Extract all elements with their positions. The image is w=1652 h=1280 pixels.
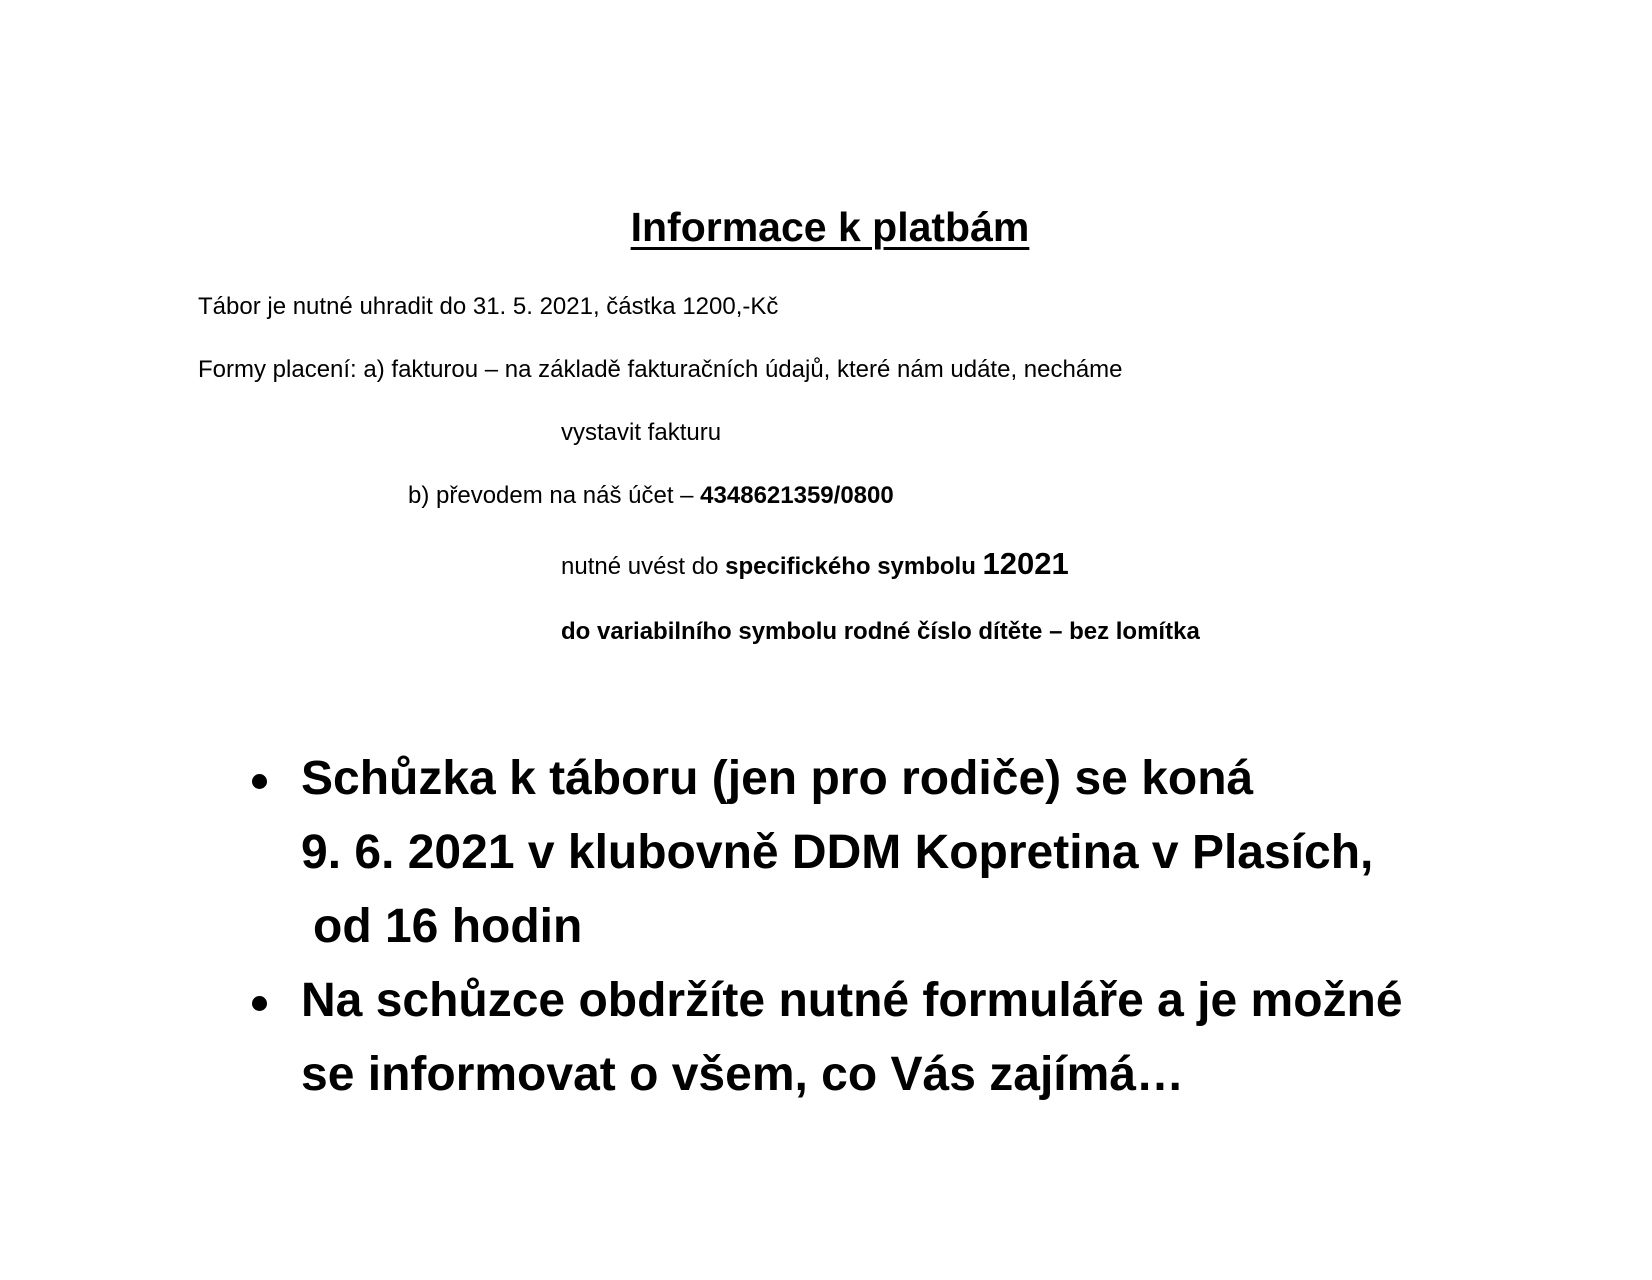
bullet-forms: [244, 964, 1584, 1112]
variable-symbol-line: do variabilního symbolu rodné číslo dítěte – bez lomítka: [561, 618, 1200, 645]
transfer-label: b) převodem na náš účet –: [408, 482, 701, 509]
specific-prefix: nutné uvést do: [561, 553, 726, 580]
account-number: 4348621359/0800: [700, 482, 894, 509]
forms-line-1: Na schůzce obdržíte nutné formuláře a je možné: [301, 974, 1403, 1027]
document-title: [0, 202, 1652, 252]
bullet-list: [244, 742, 1584, 1112]
title-text: Informace k platbám: [630, 204, 1030, 250]
bullet-dot-icon: [252, 774, 267, 789]
meeting-line-3: od 16 hodin: [313, 900, 583, 953]
specific-value: 12021: [982, 546, 1069, 581]
meeting-line-2: 9. 6. 2021 v klubovně DDM Kopretina v Plasích,: [301, 826, 1374, 879]
payment-deadline: Tábor je nutné uhradit do 31. 5. 2021, částka 1200,-Kč: [198, 293, 779, 320]
specific-label: specifického symbolu: [725, 553, 983, 580]
bullet-meeting: [244, 742, 1584, 964]
payment-transfer: [408, 481, 894, 511]
payment-forms-continuation: vystavit fakturu: [561, 419, 722, 446]
specific-symbol-line: [561, 546, 1069, 582]
payment-forms: Formy placení: a) fakturou – na základě fakturačních údajů, které nám udáte, necháme: [198, 356, 1123, 383]
meeting-line-1: Schůzka k táboru (jen pro rodiče) se koná: [301, 752, 1254, 805]
forms-line-2: se informovat o všem, co Vás zajímá…: [301, 1048, 1185, 1101]
bullet-dot-icon: [252, 996, 267, 1011]
